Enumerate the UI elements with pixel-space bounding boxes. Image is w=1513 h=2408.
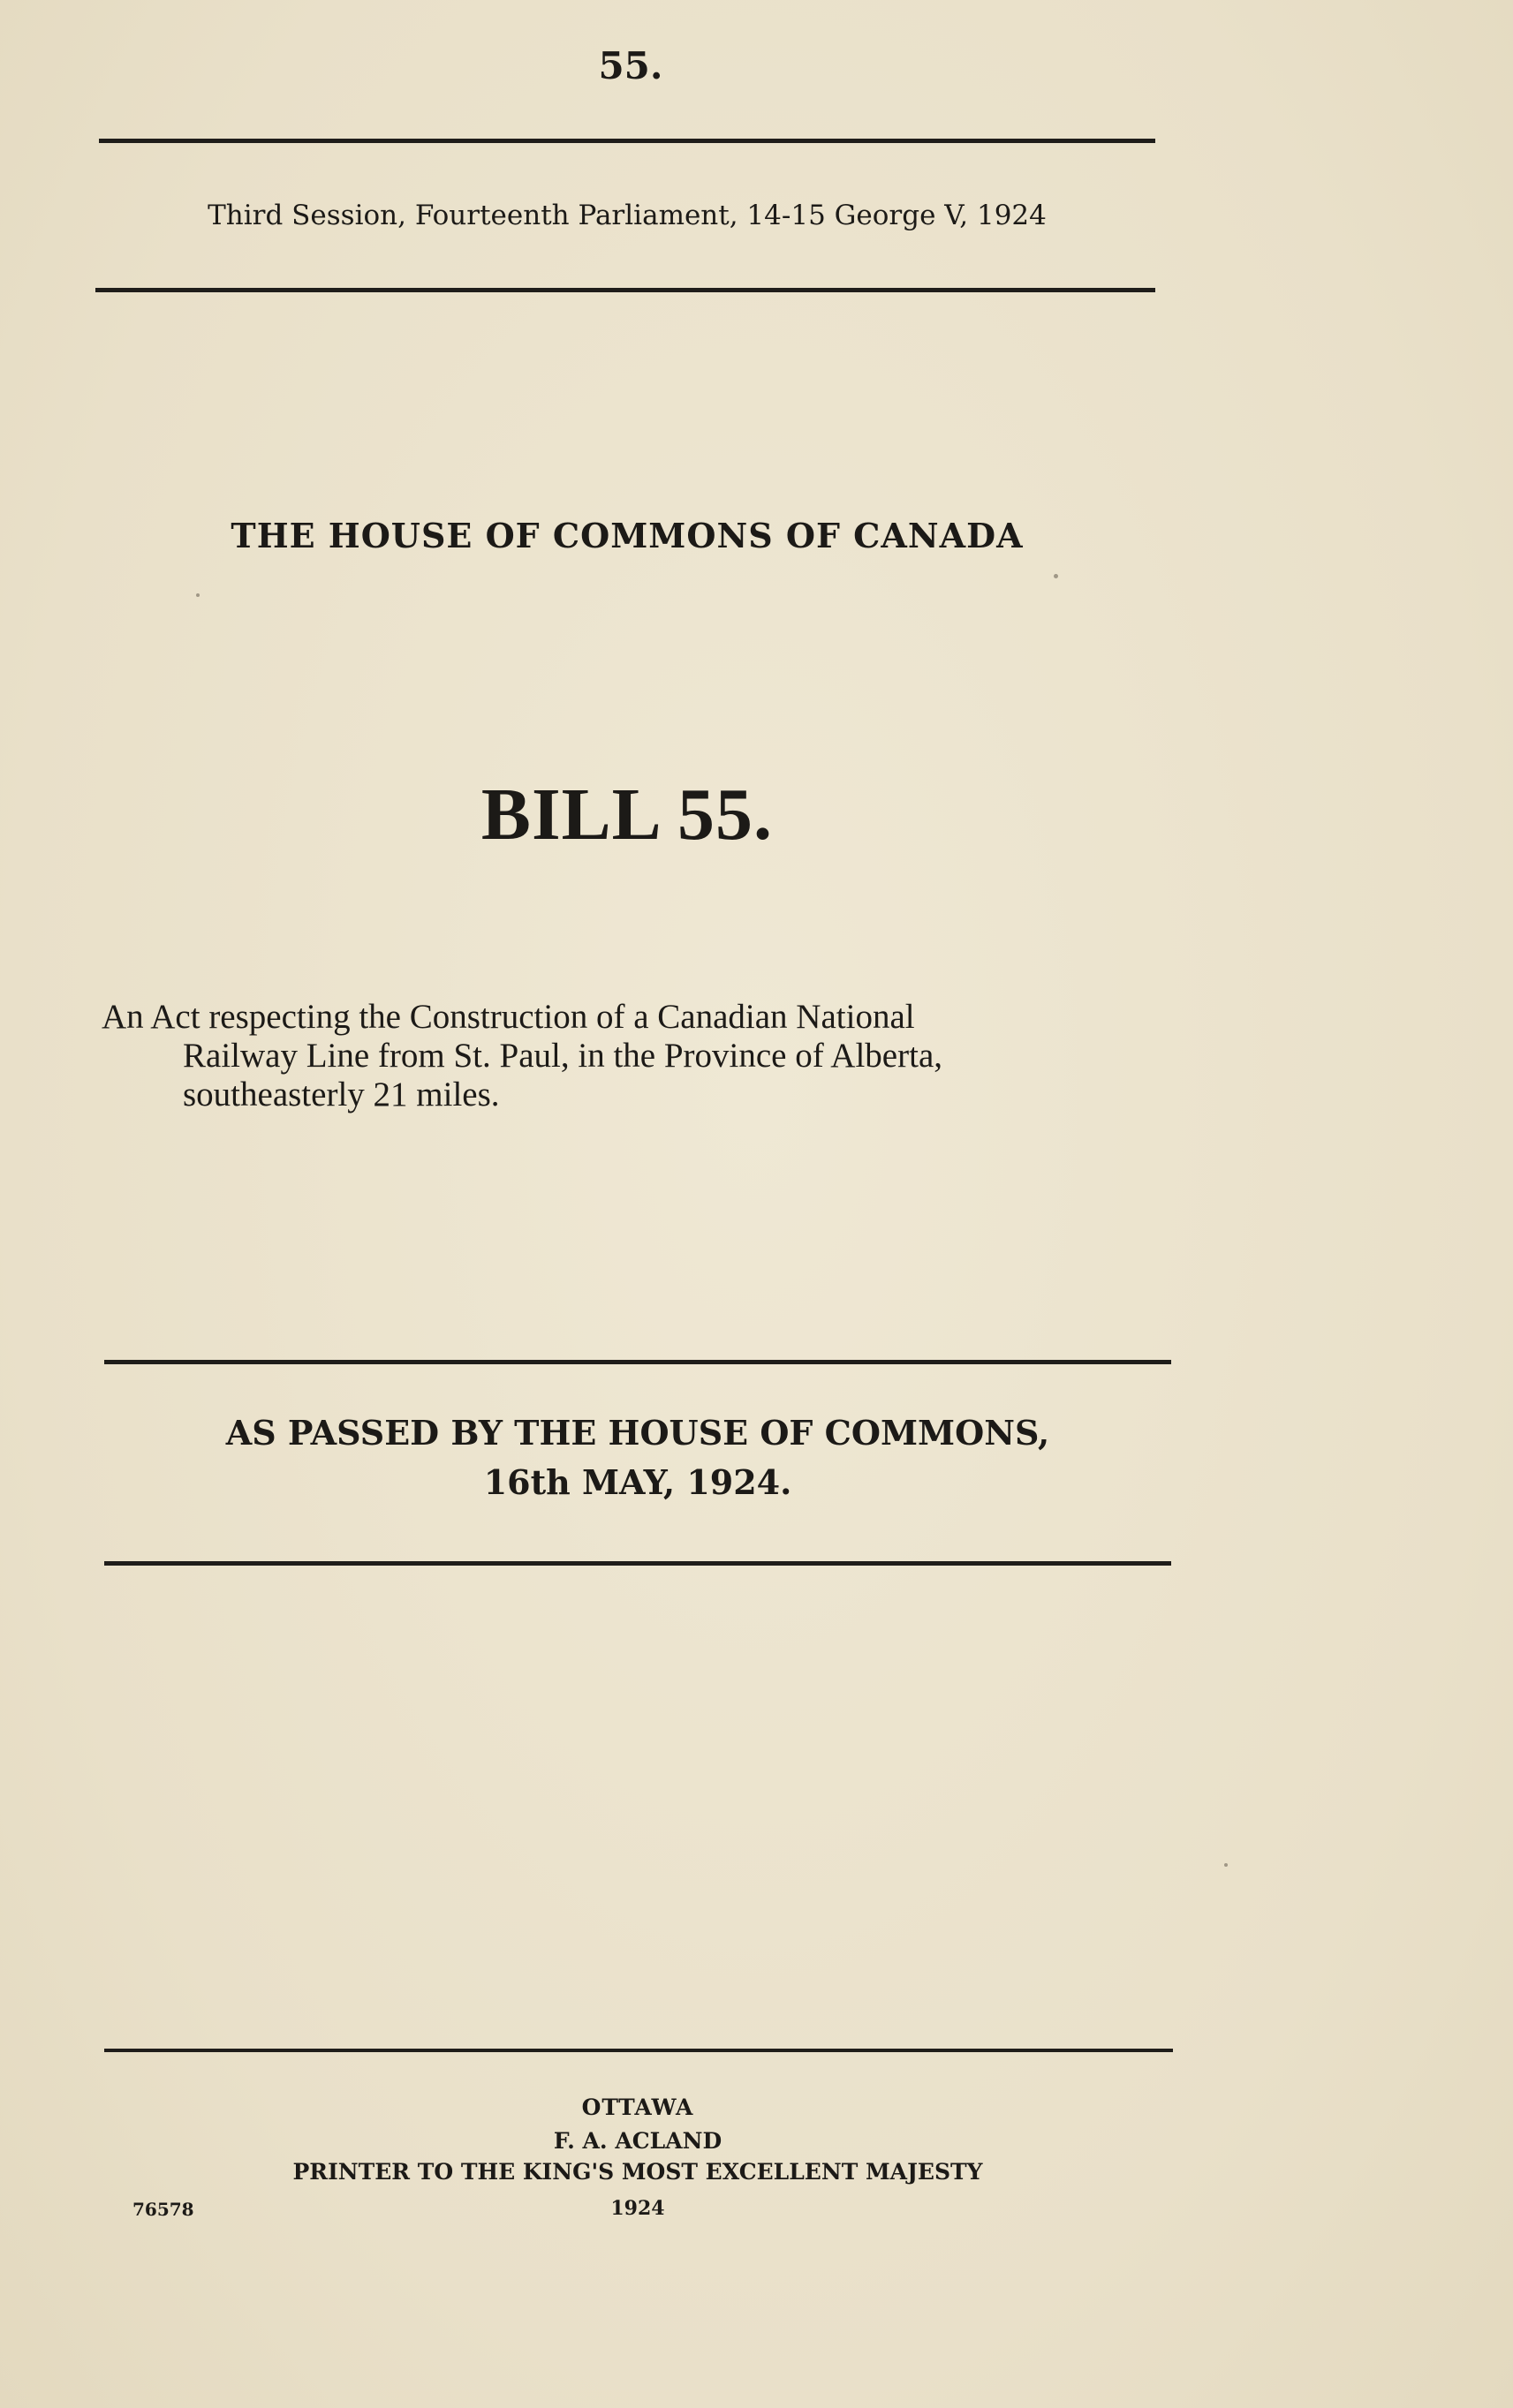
passed-top-rule: [104, 1360, 1171, 1364]
printer-title: PRINTER TO THE KING'S MOST EXCELLENT MAJESTY: [292, 2159, 983, 2185]
page-number: 55.: [598, 44, 663, 87]
bill-title: BILL 55.: [480, 774, 774, 856]
session-line: Third Session, Fourteenth Parliament, 14-15 George V, 1924: [208, 200, 1047, 231]
footer-rule: [104, 2049, 1173, 2052]
top-rule: [99, 139, 1155, 143]
description-line: Railway Line from St. Paul, in the Province of Alberta,: [183, 1037, 942, 1075]
house-title: THE HOUSE OF COMMONS OF CANADA: [231, 516, 1024, 555]
header-rule: [95, 288, 1155, 292]
printer-name: F. A. ACLAND: [553, 2128, 722, 2154]
description-line: southeasterly 21 miles.: [183, 1076, 500, 1113]
print-number: 76578: [132, 2199, 194, 2220]
passed-bottom-rule: [104, 1561, 1171, 1566]
paper-speck: [1054, 574, 1058, 578]
act-description: [102, 998, 1179, 1114]
passed-date: 16th MAY, 1924.: [483, 1462, 792, 1502]
paper-speck: [196, 593, 200, 597]
paper-speck: [1224, 1863, 1228, 1867]
printer-city: OTTAWA: [581, 2095, 694, 2120]
printer-year: 1924: [610, 2197, 665, 2220]
description-line: An Act respecting the Construction of a Canadian National: [102, 998, 915, 1036]
passed-statement: AS PASSED BY THE HOUSE OF COMMONS,: [225, 1413, 1050, 1453]
